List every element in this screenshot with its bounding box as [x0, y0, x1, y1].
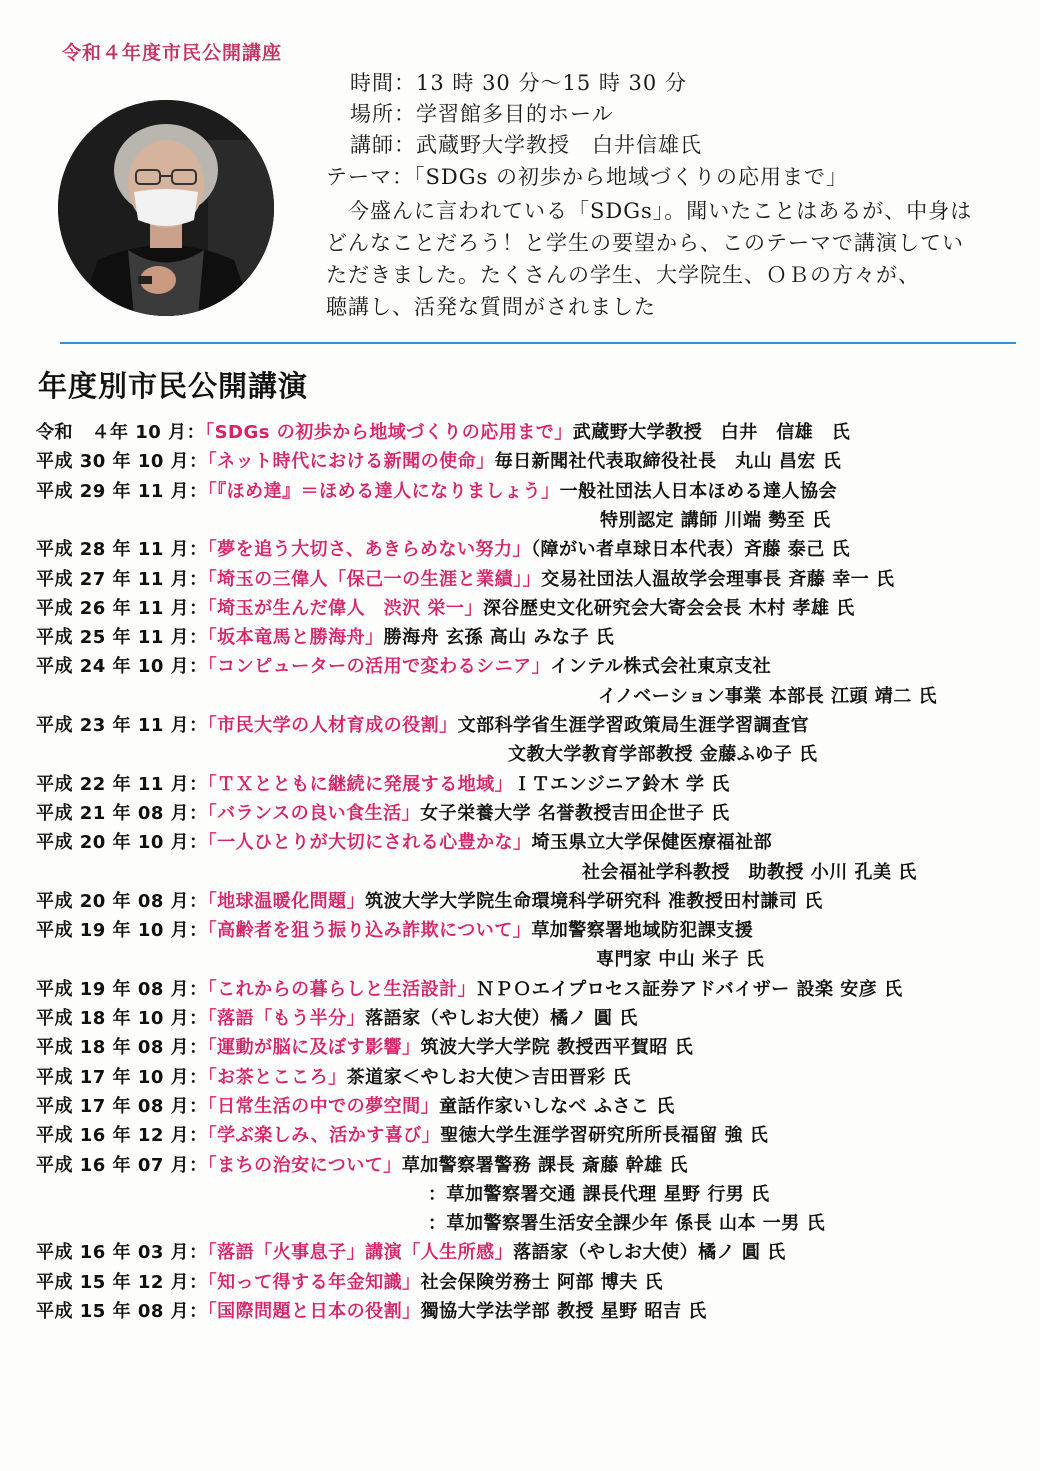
lecture-row — [36, 1094, 675, 1120]
lecture-speaker: 勝海舟 玄孫 高山 みな子 氏 — [383, 627, 615, 649]
separator: ： — [189, 978, 208, 1000]
lecture-speaker: 落語家（やしお大使）橘ノ 圓 氏 — [365, 1008, 638, 1029]
lecture-date: 平成 18 年 08 月 — [36, 1037, 190, 1059]
separator: ： — [189, 1301, 208, 1322]
description-line: どんなことだろう！と学生の要望から、このテーマで講演してい — [326, 231, 964, 255]
separator: ： — [189, 451, 208, 473]
lecture-date: 平成 21 年 08 月 — [36, 802, 190, 824]
separator: ： — [189, 715, 208, 736]
lecture-row — [36, 537, 850, 563]
separator: ： — [186, 422, 206, 443]
lecture-topic: 「これからの暮らしと生活設計」 — [207, 978, 477, 1000]
lecture-date: 平成 16 年 03 月 — [36, 1242, 190, 1264]
lecture-topic: 「まちの治安について」 — [207, 1154, 402, 1176]
lecture-date: 平成 15 年 08 月 — [36, 1301, 190, 1322]
lecture-speaker: 交易社団法人温故学会理事長 斉藤 幸一 氏 — [541, 568, 895, 590]
lecture-row — [36, 801, 730, 827]
lecture-speaker: 獨協大学法学部 教授 星野 昭吉 氏 — [420, 1301, 707, 1322]
lecture-date: 平成 16 年 07 月 — [36, 1154, 190, 1176]
separator: ： — [189, 802, 208, 824]
series-title: 令和４年度市民公開講座 — [62, 42, 283, 64]
lecture-topic: 「学ぶ楽しみ、活かす喜び」 — [207, 1125, 441, 1147]
separator: ： — [189, 627, 208, 649]
lecture-topic: 「落語「火事息子」講演「人生所感」 — [207, 1242, 514, 1264]
lecture-speaker: （障がい者卓球日本代表）斉藤 泰己 氏 — [530, 539, 850, 561]
lecture-row — [36, 449, 841, 475]
separator: ： — [189, 539, 208, 561]
lecture-date: 平成 28 年 11 月 — [36, 539, 190, 561]
lecture-speaker: 深谷歴史文化研究会大寄会会長 木村 孝雄 氏 — [482, 597, 855, 619]
lecture-row — [36, 420, 850, 446]
lecture-row — [36, 977, 903, 1003]
lecture-speaker: 落語家（やしお大使）橘ノ 圓 氏 — [513, 1242, 786, 1264]
lecture-speaker: 草加警察署地域防犯課支援 — [531, 920, 754, 942]
separator: ： — [189, 1154, 208, 1176]
lecture-speaker: 童話作家いしなべ ふさこ 氏 — [439, 1095, 675, 1117]
lecture-row — [36, 830, 772, 856]
lecture-row — [36, 1123, 768, 1149]
lecture-date: 平成 24 年 10 月 — [36, 656, 190, 678]
divider — [60, 342, 1016, 344]
lecture-topic: 「ネット時代における新聞の使命」 — [207, 451, 495, 473]
lecture-speaker-continued: 特別認定 講師 川端 勢至 氏 — [600, 509, 831, 531]
lecture-date: 令和 ４年 10 月 — [36, 422, 187, 443]
lecture-topic: 「埼玉が生んだ偉人 渋沢 栄一」 — [207, 597, 483, 619]
lecture-speaker: 筑波大学大学院生命環境科学研究科 准教授田村謙司 氏 — [365, 890, 823, 912]
lecture-row — [36, 1065, 631, 1091]
section-heading: 年度別市民公開講演 — [38, 369, 309, 403]
lecture-speaker: 埼玉県立大学保健医療福祉部 — [531, 832, 773, 854]
lecture-speaker-continued: 専門家 中山 米子 氏 — [596, 949, 765, 971]
lecture-topic: 「コンピューターの活用で変わるシニア」 — [207, 656, 551, 678]
lecture-topic: 「国際問題と日本の役割」 — [207, 1301, 421, 1322]
place-line: 場所：学習館多目的ホール — [350, 102, 614, 126]
lecture-topic: 「ＴＸとともに継続に発展する地域」 — [207, 773, 514, 795]
lecture-date: 平成 16 年 12 月 — [36, 1125, 190, 1147]
separator: ： — [189, 1037, 208, 1059]
separator: ： — [189, 1095, 208, 1117]
separator: ： — [189, 1008, 208, 1029]
lecturer-line: 講師：武蔵野大学教授 白井信雄氏 — [350, 133, 702, 157]
separator: ： — [189, 1271, 208, 1293]
lecture-speaker: 文部科学省生涯学習政策局生涯学習調査官 — [457, 715, 810, 736]
lecture-topic: 「高齢者を狙う振り込み詐欺について」 — [207, 920, 532, 942]
lecture-speaker: ＩＴエンジニア鈴木 学 氏 — [513, 773, 730, 795]
lecture-topic: 「お茶とこころ」 — [207, 1066, 347, 1088]
time-line: 時間：13 時 30 分〜15 時 30 分 — [350, 71, 687, 95]
separator: ： — [189, 920, 208, 942]
lecture-speaker: 毎日新聞社代表取締役社長 丸山 昌宏 氏 — [494, 451, 842, 473]
lecture-date: 平成 19 年 10 月 — [36, 920, 190, 942]
lecture-date: 平成 27 年 11 月 — [36, 568, 190, 590]
lecture-topic: 「SDGs の初歩から地域づくりの応用まで」 — [205, 422, 573, 443]
lecture-topic: 「知って得する年金知識」 — [207, 1271, 421, 1293]
lecture-speaker-continued: ：草加警察署交通 課長代理 星野 行男 氏 — [428, 1183, 770, 1205]
lecture-row — [36, 567, 894, 593]
lecture-topic: 「市民大学の人材育成の役割」 — [207, 715, 458, 736]
lecture-topic: 「日常生活の中での夢空間」 — [207, 1095, 440, 1117]
lecture-date: 平成 15 年 12 月 — [36, 1271, 190, 1293]
lecture-row — [36, 1299, 707, 1325]
lecture-topic: 「一人ひとりが大切にされる心豊かな」 — [207, 832, 532, 854]
lecture-row — [36, 889, 823, 915]
lecture-row — [36, 1240, 786, 1266]
lecture-date: 平成 17 年 08 月 — [36, 1095, 190, 1117]
lecture-date: 平成 20 年 08 月 — [36, 890, 190, 912]
lecture-row — [36, 713, 809, 739]
lecture-date: 平成 20 年 10 月 — [36, 832, 190, 854]
lecture-speaker: 女子栄養大学 名誉教授吉田企世子 氏 — [420, 802, 730, 824]
lecture-topic: 「埼玉の三偉人「保己一の生涯と業績」」 — [207, 568, 542, 590]
speaker-photo — [58, 100, 274, 316]
description-line: ただきました。たくさんの学生、大学院生、ＯＢの方々が、 — [326, 263, 920, 287]
separator: ： — [189, 568, 208, 590]
lecture-date: 平成 17 年 10 月 — [36, 1066, 190, 1088]
lecture-speaker: 一般社団法人日本ほめる達人協会 — [559, 480, 838, 502]
lecture-date: 平成 19 年 08 月 — [36, 978, 190, 1000]
lecture-row — [36, 625, 614, 651]
lecture-topic: 「運動が脳に及ぼす影響」 — [207, 1037, 421, 1059]
lecture-speaker: ＮＰＯエイプロセス証券アドバイザー 設楽 安彦 氏 — [476, 978, 903, 1000]
lecture-date: 平成 30 年 10 月 — [36, 451, 190, 473]
separator: ： — [189, 890, 208, 912]
lecture-topic: 「『ほめ達』＝ほめる達人になりましょう」 — [207, 480, 560, 502]
lecture-speaker-continued: 社会福祉学科教授 助教授 小川 孔美 氏 — [582, 861, 917, 883]
lecture-speaker: 武蔵野大学教授 白井 信雄 氏 — [572, 422, 851, 443]
lecture-date: 平成 18 年 10 月 — [36, 1008, 190, 1029]
lecture-topic: 「地球温暖化問題」 — [207, 890, 366, 912]
lecture-topic: 「バランスの良い食生活」 — [207, 802, 421, 824]
lecture-speaker: 筑波大学大学院 教授西平賀昭 氏 — [420, 1037, 694, 1059]
lecture-date: 平成 23 年 11 月 — [36, 715, 190, 736]
lecture-speaker: 草加警察署警務 課長 斎藤 幹雄 氏 — [401, 1154, 688, 1176]
separator: ： — [189, 1066, 208, 1088]
lecture-speaker-continued: 文教大学教育学部教授 金藤ふゆ子 氏 — [508, 744, 818, 766]
lecture-row — [36, 479, 837, 505]
separator: ： — [189, 1242, 208, 1264]
lecture-speaker: インテル株式会社東京支社 — [550, 656, 772, 678]
lecture-date: 平成 29 年 11 月 — [36, 480, 190, 502]
lecture-speaker: 聖徳大学生涯学習研究所所長福留 強 氏 — [440, 1125, 769, 1147]
lecture-date: 平成 25 年 11 月 — [36, 627, 190, 649]
theme-line: テーマ：「SDGs の初歩から地域づくりの応用まで」 — [326, 165, 848, 189]
lecture-topic: 「落語「もう半分」 — [207, 1008, 366, 1029]
lecture-row — [36, 1153, 688, 1179]
separator: ： — [189, 656, 208, 678]
lecture-row — [36, 772, 730, 798]
lecture-topic: 「坂本竜馬と勝海舟」 — [207, 627, 384, 649]
lecture-speaker-continued: ：草加警察署生活安全課少年 係長 山本 一男 氏 — [428, 1213, 826, 1235]
separator: ： — [189, 597, 208, 619]
lecture-row — [36, 1270, 663, 1296]
separator: ： — [189, 480, 208, 502]
separator: ： — [189, 1125, 208, 1147]
lecture-row — [36, 654, 771, 680]
description-line: 聴講し、活発な質問がされました — [326, 295, 656, 319]
lecture-row — [36, 596, 855, 622]
description-line: 今盛んに言われている「SDGs」。聞いたことはあるが、中身は — [348, 199, 973, 223]
lecture-speaker: 茶道家＜やしお大使＞吉田晋彩 氏 — [346, 1066, 631, 1088]
lecture-date: 平成 26 年 11 月 — [36, 597, 190, 619]
lecture-speaker-continued: イノベーション事業 本部長 江頭 靖二 氏 — [598, 685, 938, 707]
lecture-row — [36, 1035, 693, 1061]
lecture-topic: 「夢を追う大切さ、あきらめない努力」 — [207, 539, 531, 561]
lecture-row — [36, 1006, 638, 1032]
separator: ： — [189, 832, 208, 854]
lecture-row — [36, 918, 753, 944]
separator: ： — [189, 773, 208, 795]
lecture-date: 平成 22 年 11 月 — [36, 773, 190, 795]
lecture-speaker: 社会保険労務士 阿部 博夫 氏 — [420, 1271, 663, 1293]
